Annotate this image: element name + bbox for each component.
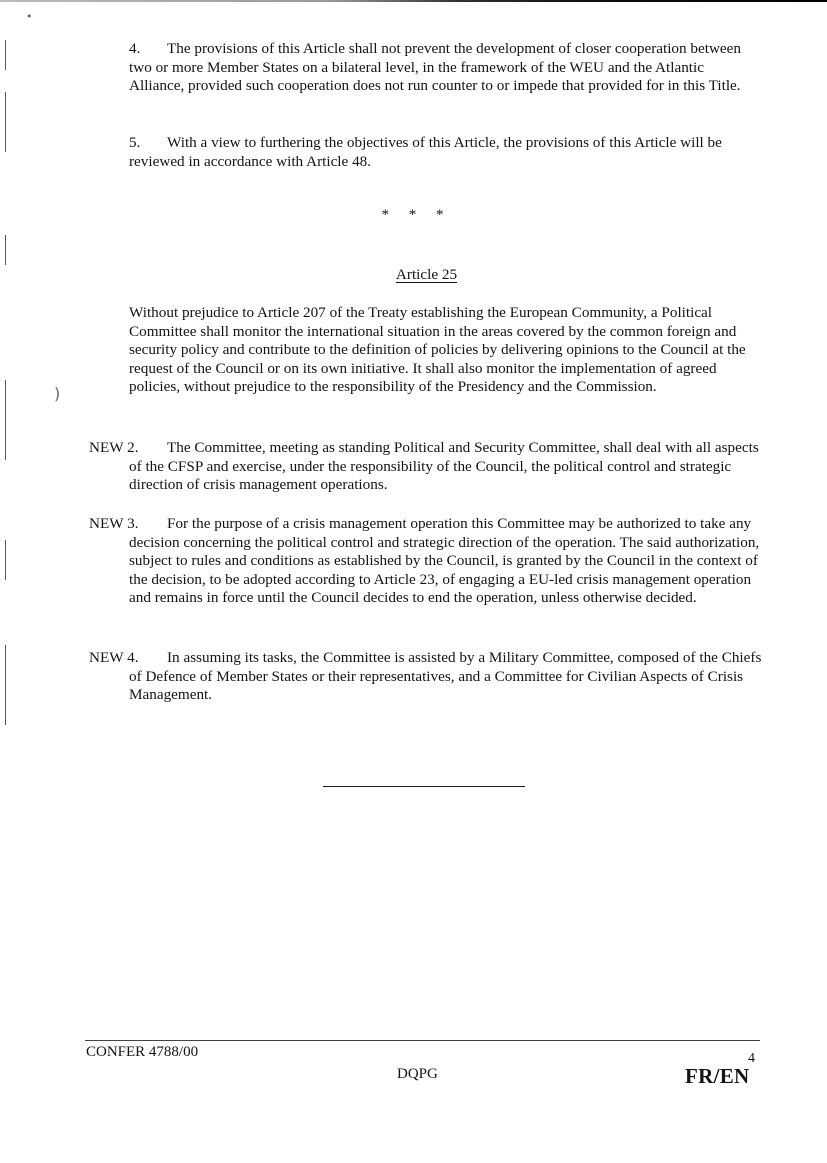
scan-left-edge-mark (5, 235, 6, 265)
article-intro-paragraph: Without prejudice to Article 207 of the Treaty establishing the European Community, a Political Committee shall monitor the international situation in the areas covered by the common foreign and security policy and contribute to the definition of policies by delivering opinions to the Council at the request of the Council or on its own initiative. It shall also monitor the implementation of agreed policies, without prejudice to the responsibility of the Presidency and the Commission. (129, 304, 746, 395)
department-code: DQPG (397, 1066, 438, 1082)
scan-left-edge-mark (5, 645, 6, 725)
paragraph-4 (129, 40, 754, 96)
new-paragraph-label: NEW 4. (89, 649, 139, 666)
article-title: Article 25 (395, 266, 458, 283)
paragraph-number: 5. (129, 134, 141, 151)
scan-left-edge-mark (5, 380, 6, 460)
new-paragraph-3 (89, 515, 769, 608)
paragraph-number: 4. (129, 40, 141, 57)
paragraph-text: The provisions of this Article shall not prevent the development of closer cooperation between two or more Member States on a bilateral level, in the framework of the WEU and the Atlantic Alliance, provided such cooperation does not run counter to or impede that provided for in this Title. (129, 40, 742, 94)
section-separator: * * * (381, 207, 452, 223)
end-of-text-rule (323, 786, 525, 787)
scan-left-edge-mark (5, 92, 6, 152)
scan-top-edge (0, 0, 827, 2)
new-paragraph-4 (89, 649, 769, 705)
article-heading (0, 266, 827, 284)
language-code: FR/EN (685, 1064, 750, 1088)
new-paragraph-label: NEW 3. (89, 515, 139, 532)
new-paragraph-2 (89, 439, 769, 495)
document-reference: CONFER 4788/00 (86, 1044, 199, 1060)
scan-dot-mark: • (26, 10, 33, 23)
paragraph-5 (129, 134, 754, 171)
scan-left-edge-mark (5, 40, 6, 70)
new-paragraph-text: In assuming its tasks, the Committee is assisted by a Military Committee, composed of the Chiefs of Defence of Member States or their representatives, and a Committee for Civilian Aspects of Crisis Management. (129, 649, 762, 703)
punch-hole-mark: ) (54, 384, 61, 403)
paragraph-text: With a view to furthering the objectives of this Article, the provisions of this Article will be reviewed in accordance with Article 48. (129, 134, 722, 170)
new-paragraph-label: NEW 2. (89, 439, 139, 456)
footer-divider (85, 1040, 760, 1041)
new-paragraph-text: The Committee, meeting as standing Political and Security Committee, shall deal with all aspects of the CFSP and exercise, under the responsibility of the Council, the political control and strategic direction of crisis management operations. (129, 439, 759, 493)
scan-left-edge-mark (5, 540, 6, 580)
new-paragraph-text: For the purpose of a crisis management operation this Committee may be authorized to take any decision concerning the political control and strategic direction of the operation. The said authorization, subject to rules and conditions as established by the Council, is granted by the Council in the context of the decision, to be adopted according to Article 23, of engaging a EU-led crisis management operation and remains in force until the Council decides to end the operation, unless otherwise decided. (129, 515, 760, 606)
page-number: 4 (748, 1051, 755, 1066)
